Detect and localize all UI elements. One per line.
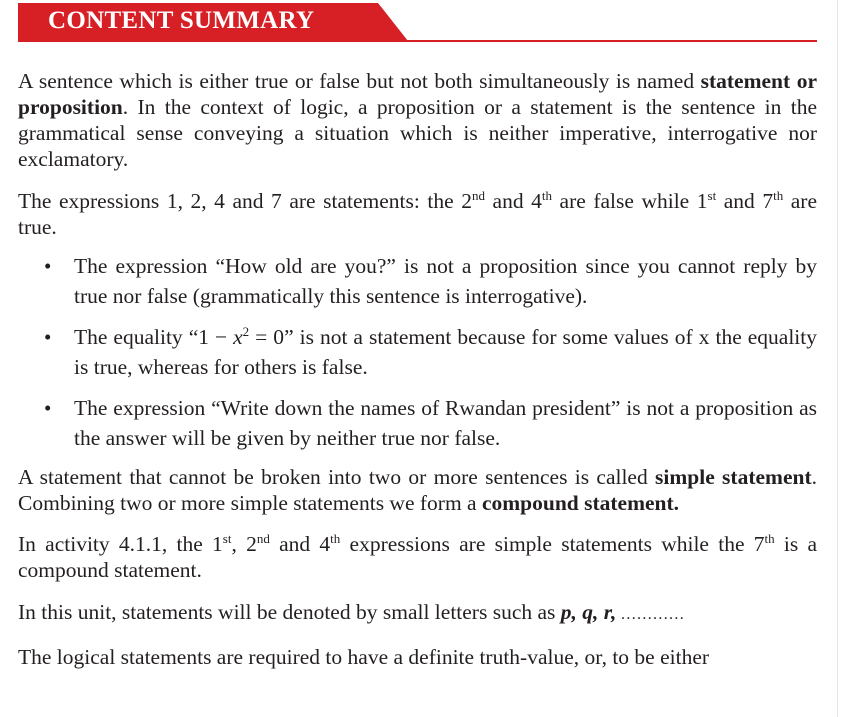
text-run: is a compound statement. bbox=[18, 532, 818, 582]
text-run: In activity 4.1.1, the 1 bbox=[18, 532, 223, 556]
section-title: CONTENT SUMMARY bbox=[48, 7, 315, 34]
bullet-dot-icon: • bbox=[44, 396, 52, 420]
text-run: The expressions 1, 2, 4 and 7 are statements: the 2 bbox=[18, 189, 472, 213]
ordinal-suffix: th bbox=[773, 188, 784, 203]
ordinal-suffix: nd bbox=[256, 531, 270, 546]
math-letters: p, q, r, bbox=[560, 600, 617, 624]
math-variable: x bbox=[233, 325, 243, 349]
text-run: are true. bbox=[18, 189, 818, 239]
ordinal-suffix: th bbox=[764, 531, 775, 546]
paragraph-simple-compound bbox=[18, 464, 817, 516]
list-item-text: The expression “How old are you?” is not a proposition since you cannot reply by true nor false (grammatically this sentence is interrogative). bbox=[74, 254, 817, 308]
ordinal-suffix: th bbox=[330, 531, 341, 546]
text-run: A statement that cannot be broken into two or more sentences is called bbox=[18, 465, 656, 489]
header-rule bbox=[18, 40, 817, 42]
paragraph-activity bbox=[18, 531, 817, 583]
paragraph-expressions bbox=[18, 188, 817, 240]
text-run: . In the context of logic, a proposition or a statement is the sentence in the grammatical sense conveying a situation which is neither imperative, interrogative nor exclamatory. bbox=[18, 95, 817, 171]
list-item-text: The equality “1 − bbox=[74, 325, 234, 349]
list-item bbox=[18, 251, 817, 311]
ordinal-suffix: th bbox=[541, 188, 552, 203]
text-run: . Combining two or more simple statements we form a bbox=[18, 465, 817, 515]
text-run: A sentence which is either true or false but not both simultaneously is named bbox=[18, 69, 701, 93]
bullet-dot-icon: • bbox=[44, 325, 52, 349]
text-run: , 2 bbox=[231, 532, 257, 556]
text-run: are false while 1 bbox=[552, 189, 708, 213]
ordinal-suffix: st bbox=[707, 188, 717, 203]
list-item-text: ” is not a statement because for some values of x the equality is true, whereas for others is false. bbox=[74, 325, 817, 379]
ordinal-suffix: nd bbox=[471, 188, 485, 203]
text-run: expressions are simple statements while the 7 bbox=[340, 532, 765, 556]
math-exponent: 2 bbox=[242, 324, 250, 339]
ordinal-suffix: st bbox=[222, 531, 232, 546]
ellipsis-dots: ………… bbox=[616, 606, 685, 623]
paragraph-definition bbox=[18, 68, 817, 172]
bullet-dot-icon: • bbox=[44, 254, 52, 278]
bullet-list bbox=[18, 251, 817, 453]
text-run: and 4 bbox=[484, 189, 542, 213]
content-body bbox=[18, 68, 817, 670]
text-run: and 4 bbox=[269, 532, 331, 556]
bold-term: simple statement bbox=[655, 465, 812, 489]
math-equation: = 0 bbox=[249, 325, 285, 349]
list-item bbox=[18, 393, 817, 453]
list-item bbox=[18, 322, 817, 382]
section-header-banner bbox=[18, 3, 408, 41]
text-run: In this unit, statements will be denoted by small letters such as bbox=[18, 600, 561, 624]
list-item-text: The expression “Write down the names of Rwandan president” is not a proposition as the answer will be given by neither true nor false. bbox=[74, 396, 817, 450]
paragraph-notation bbox=[18, 599, 817, 628]
bold-term: compound statement. bbox=[481, 491, 680, 515]
paragraph-truth-value bbox=[18, 644, 817, 670]
bold-term: statement or proposition bbox=[18, 69, 818, 119]
text-run: and 7 bbox=[716, 189, 774, 213]
text-run: The logical statements are required to have a definite truth-value, or, to be either bbox=[18, 645, 710, 669]
page-edge-line bbox=[837, 0, 838, 717]
